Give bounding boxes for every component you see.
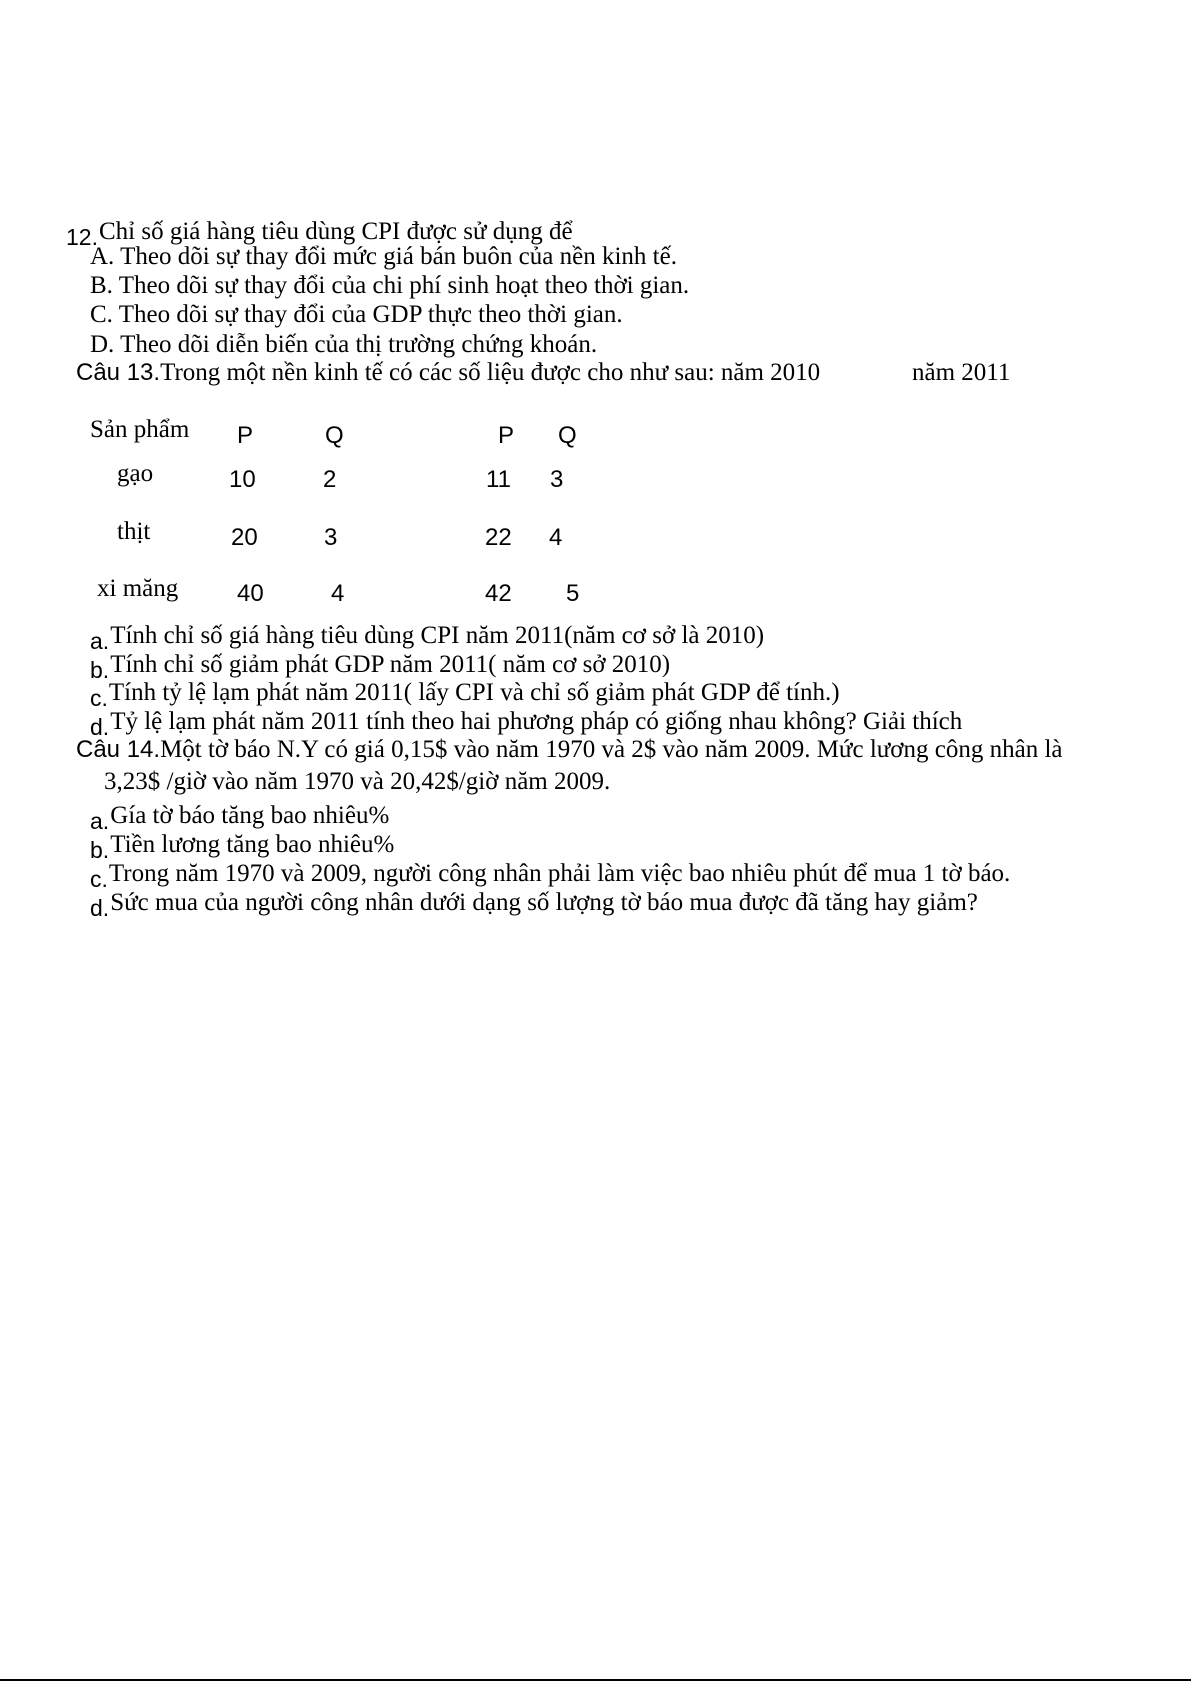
table-row-meat-p2011: 22: [485, 524, 512, 551]
q14-part-d: [90, 887, 978, 921]
q14-part-d-text: Sức mua của người công nhân dưới dạng số lượng tờ báo mua được đã tăng hay giảm?: [110, 889, 978, 916]
table-row-cement-p2011: 42: [485, 580, 512, 607]
q13-part-a: [90, 620, 765, 654]
q14-part-b-letter: b.: [90, 837, 110, 863]
q13-part-a-letter: a.: [90, 628, 110, 654]
q12-option-b: B. Theo dõi sự thay đổi của chi phí sinh hoạt theo thời gian.: [90, 272, 690, 299]
q13-part-d: [90, 706, 963, 740]
q14-stem-line-2: 3,23$ /giờ vào năm 1970 và 20,42$/giờ năm 2009.: [104, 768, 611, 795]
table-row-rice-name: gạo: [117, 460, 154, 487]
q14-part-b-text: Tiền lương tăng bao nhiêu%: [110, 831, 395, 858]
q13-part-b: [90, 649, 671, 683]
table-row-cement-q2011: 5: [566, 580, 580, 607]
table-row-cement-name: xi măng: [97, 575, 179, 602]
q12-number: 12.: [66, 224, 98, 250]
q13-part-a-text: Tính chỉ số giá hàng tiêu dùng CPI năm 2011(năm cơ sở là 2010): [110, 622, 765, 649]
q14-stem-1: Một tờ báo N.Y có giá 0,15$ vào năm 1970 và 2$ vào năm 2009. Mức lương công nhân là: [160, 736, 1063, 763]
table-row-meat-p2010: 20: [231, 524, 258, 551]
q14-part-a: [90, 800, 390, 834]
table-row-cement-q2010: 4: [331, 580, 345, 607]
table-row-meat-q2010: 3: [324, 524, 338, 551]
q13-part-c-text: Tính tỷ lệ lạm phát năm 2011( lấy CPI và chỉ số giảm phát GDP để tính.): [108, 679, 840, 706]
page-bottom-rule: [0, 1679, 1191, 1681]
table-header-q-2010: Q: [325, 422, 344, 449]
q13-part-d-letter: d.: [90, 714, 110, 740]
q13-part-c-letter: c.: [90, 685, 108, 711]
table-row-rice-p2010: 10: [229, 466, 256, 493]
q14-stem-line-1: [76, 735, 1063, 765]
table-row-rice-p2011: 11: [486, 466, 511, 493]
table-row-rice-q2010: 2: [323, 466, 337, 493]
q13-year-2011: năm 2011: [912, 359, 1011, 386]
q14-part-a-text: Gía tờ báo tăng bao nhiêu%: [110, 802, 390, 829]
table-header-p-2011: P: [498, 422, 515, 449]
table-header-q-2011: Q: [558, 422, 577, 449]
table-row-rice-q2011: 3: [550, 466, 564, 493]
q12-option-c: C. Theo dõi sự thay đổi của GDP thực theo thời gian.: [90, 301, 623, 328]
q12-option-d: D. Theo dõi diễn biến của thị trường chứng khoán.: [90, 331, 598, 358]
q13-part-c: [90, 677, 840, 711]
q14-label: Câu 14.: [76, 736, 161, 763]
q13-label: Câu 13.: [76, 359, 161, 386]
q13-stem-line: [76, 358, 820, 388]
q14-part-a-letter: a.: [90, 808, 110, 834]
q14-part-b: [90, 829, 395, 863]
table-header-product: Sản phẩm: [90, 416, 190, 443]
q13-part-b-text: Tính chỉ số giảm phát GDP năm 2011( năm cơ sở 2010): [110, 651, 671, 678]
table-row-cement-p2010: 40: [237, 580, 264, 607]
q14-part-c: [90, 858, 1011, 892]
q14-part-c-letter: c.: [90, 866, 108, 892]
table-row-meat-q2011: 4: [549, 524, 563, 551]
q12-stem: Chỉ số giá hàng tiêu dùng CPI được sử dụng để: [98, 218, 573, 245]
q13-part-d-text: Tỷ lệ lạm phát năm 2011 tính theo hai phương pháp có giống nhau không? Giải thích: [110, 708, 963, 735]
q14-part-d-letter: d.: [90, 895, 110, 921]
q14-part-c-text: Trong năm 1970 và 2009, người công nhân phải làm việc bao nhiêu phút để mua 1 tờ báo.: [108, 860, 1011, 887]
table-row-meat-name: thịt: [117, 518, 151, 545]
q13-stem: Trong một nền kinh tế có các số liệu được cho như sau: năm 2010: [160, 359, 821, 386]
q13-part-b-letter: b.: [90, 657, 110, 683]
q12-option-a: A. Theo dõi sự thay đổi mức giá bán buôn của nền kinh tế.: [90, 243, 677, 270]
table-header-p-2010: P: [237, 422, 254, 449]
